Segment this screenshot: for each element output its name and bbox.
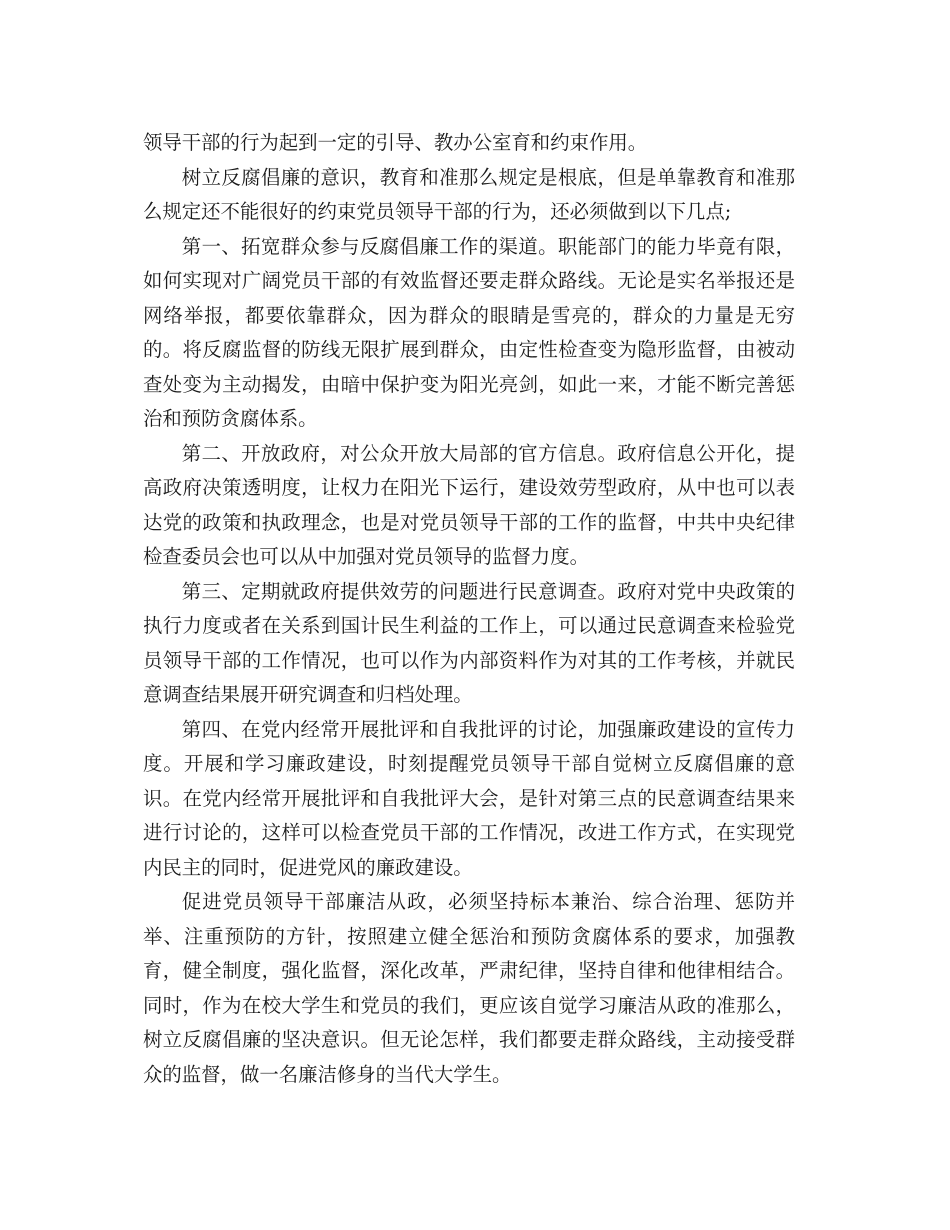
paragraph-point-2: 第二、开放政府，对公众开放大局部的官方信息。政府信息公开化，提高政府决策透明度，让权力在阳光下运行，建设效劳型政府，从中也可以表达党的政策和执政理念，也是对党员领导干部的工作的监督，中共中央纪律检查委员会也可以从中加强对党员领导的监督力度。 <box>143 441 795 568</box>
paragraph-point-4: 第四、在党内经常开展批评和自我批评的讨论，加强廉政建设的宣传力度。开展和学习廉政建设，时刻提醒党员领导干部自觉树立反腐倡廉的意识。在党内经常开展批评和自我批评大会，是针对第三点的民意调查结果来进行讨论的，这样可以检查党员干部的工作情况，改进工作方式，在实现党内民主的同时，促进党风的廉政建设。 <box>143 717 795 879</box>
paragraph-point-3: 第三、定期就政府提供效劳的问题进行民意调查。政府对党中央政策的执行力度或者在关系到国计民生利益的工作上，可以通过民意调查来检验党员领导干部的工作情况，也可以作为内部资料作为对其的工作考核，并就民意调查结果展开研究调查和归档处理。 <box>143 579 795 706</box>
document-body <box>143 126 795 1092</box>
paragraph-continuation: 领导干部的行为起到一定的引导、教办公室育和约束作用。 <box>143 131 648 154</box>
paragraph-intro: 树立反腐倡廉的意识，教育和准那么规定是根底，但是单靠教育和准那么规定还不能很好的约束党员领导干部的行为，还必须做到以下几点; <box>143 165 795 223</box>
paragraph-point-1: 第一、拓宽群众参与反腐倡廉工作的渠道。职能部门的能力毕竟有限，如何实现对广阔党员干部的有效监督还要走群众路线。无论是实名举报还是网络举报，都要依靠群众，因为群众的眼睛是雪亮的，群众的力量是无穷的。将反腐监督的防线无限扩展到群众，由定性检查变为隐形监督，由被动查处变为主动揭发，由暗中保护变为阳光亮剑，如此一来，才能不断完善惩治和预防贪腐体系。 <box>143 234 795 430</box>
paragraph-conclusion: 促进党员领导干部廉洁从政，必须坚持标本兼治、综合治理、惩防并举、注重预防的方针，按照建立健全惩治和预防贪腐体系的要求，加强教育，健全制度，强化监督，深化改革，严肃纪律，坚持自律和他律相结合。同时，作为在校大学生和党员的我们，更应该自觉学习廉洁从政的准那么，树立反腐倡廉的坚决意识。但无论怎样，我们都要走群众路线，主动接受群众的监督，做一名廉洁修身的当代大学生。 <box>143 890 795 1086</box>
